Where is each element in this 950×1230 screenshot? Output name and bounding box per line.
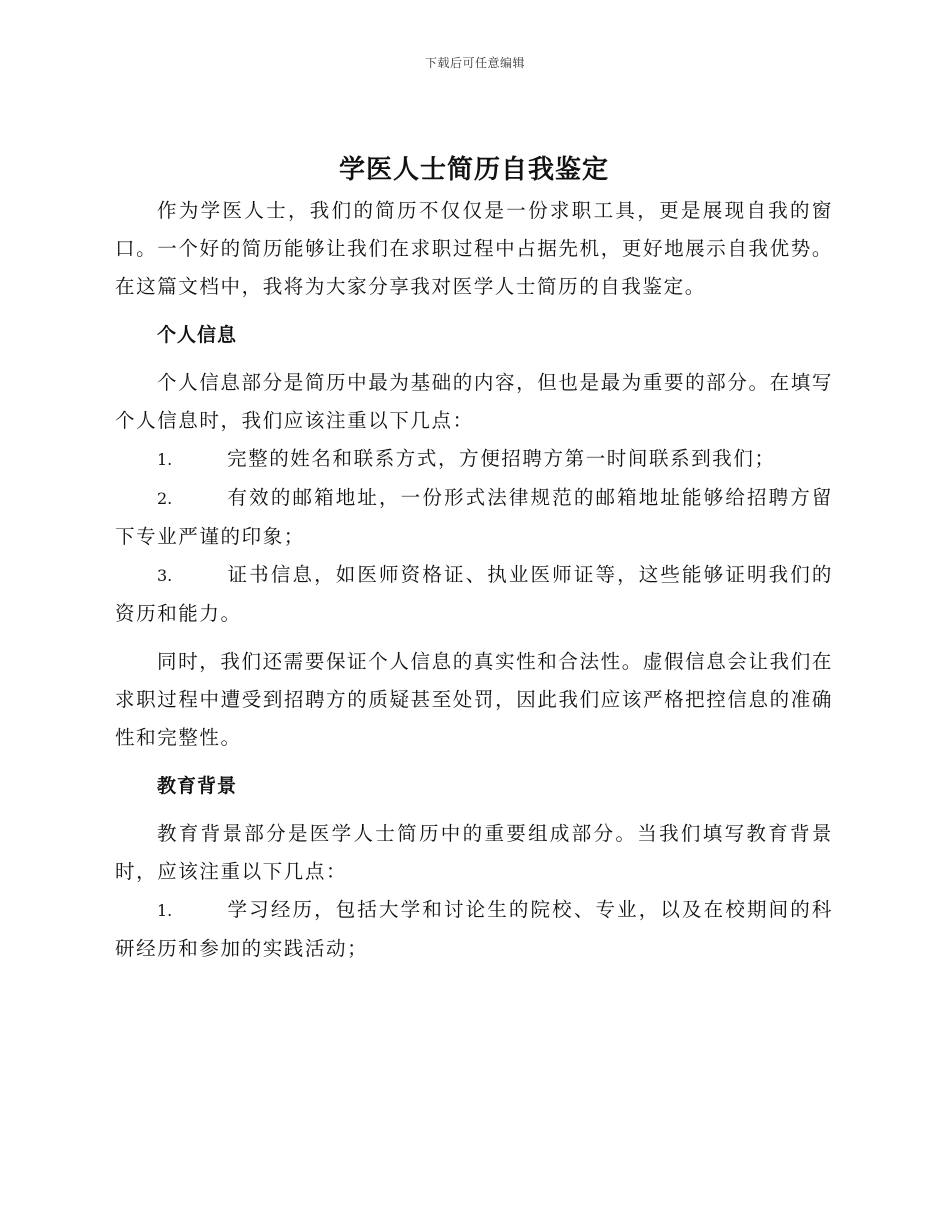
list-item-number: 3. xyxy=(157,566,173,585)
list-item xyxy=(115,556,833,633)
list-item xyxy=(115,479,833,556)
section-intro-paragraph: 个人信息部分是简历中最为基础的内容，但也是最为重要的部分。在填写个人信息时，我们应该注重以下几点： xyxy=(115,371,833,432)
section-heading-education: 教育背景 xyxy=(157,775,238,797)
list-item xyxy=(115,891,833,968)
list-item-number: 1. xyxy=(157,901,173,920)
section-intro-paragraph: 教育背景部分是医学人士简历中的重要组成部分。当我们填写教育背景时，应该注重以下几点： xyxy=(115,822,833,883)
list-item-text: 有效的邮箱地址，一份形式法律规范的邮箱地址能够给招聘方留下专业严谨的印象； xyxy=(115,486,833,548)
list-item xyxy=(115,440,833,479)
list-item-number: 1. xyxy=(157,450,173,469)
intro-paragraph: 作为学医人士，我们的简历不仅仅是一份求职工具，更是展现自我的窗口。一个好的简历能够让我们在求职过程中占据先机，更好地展示自我优势。在这篇文档中，我将为大家分享我对医学人士简历的自我鉴定。 xyxy=(115,199,833,298)
header-note: 下载后可任意编辑 xyxy=(424,56,525,70)
section-heading-personal-info: 个人信息 xyxy=(157,324,238,346)
list-item-text: 学习经历，包括大学和讨论生的院校、专业，以及在校期间的科研经历和参加的实践活动； xyxy=(115,898,833,960)
document-body xyxy=(115,150,833,968)
section-closing-paragraph: 同时，我们还需要保证个人信息的真实性和合法性。虚假信息会让我们在求职过程中遭受到招聘方的质疑甚至处罚，因此我们应该严格把控信息的准确性和完整性。 xyxy=(115,650,833,749)
list-item-text: 完整的姓名和联系方式，方便招聘方第一时间联系到我们； xyxy=(227,447,776,470)
list-item-text: 证书信息，如医师资格证、执业医师证等，这些能够证明我们的资历和能力。 xyxy=(115,563,833,625)
document-title: 学医人士简历自我鉴定 xyxy=(338,155,609,185)
list-item-number: 2. xyxy=(157,489,173,508)
